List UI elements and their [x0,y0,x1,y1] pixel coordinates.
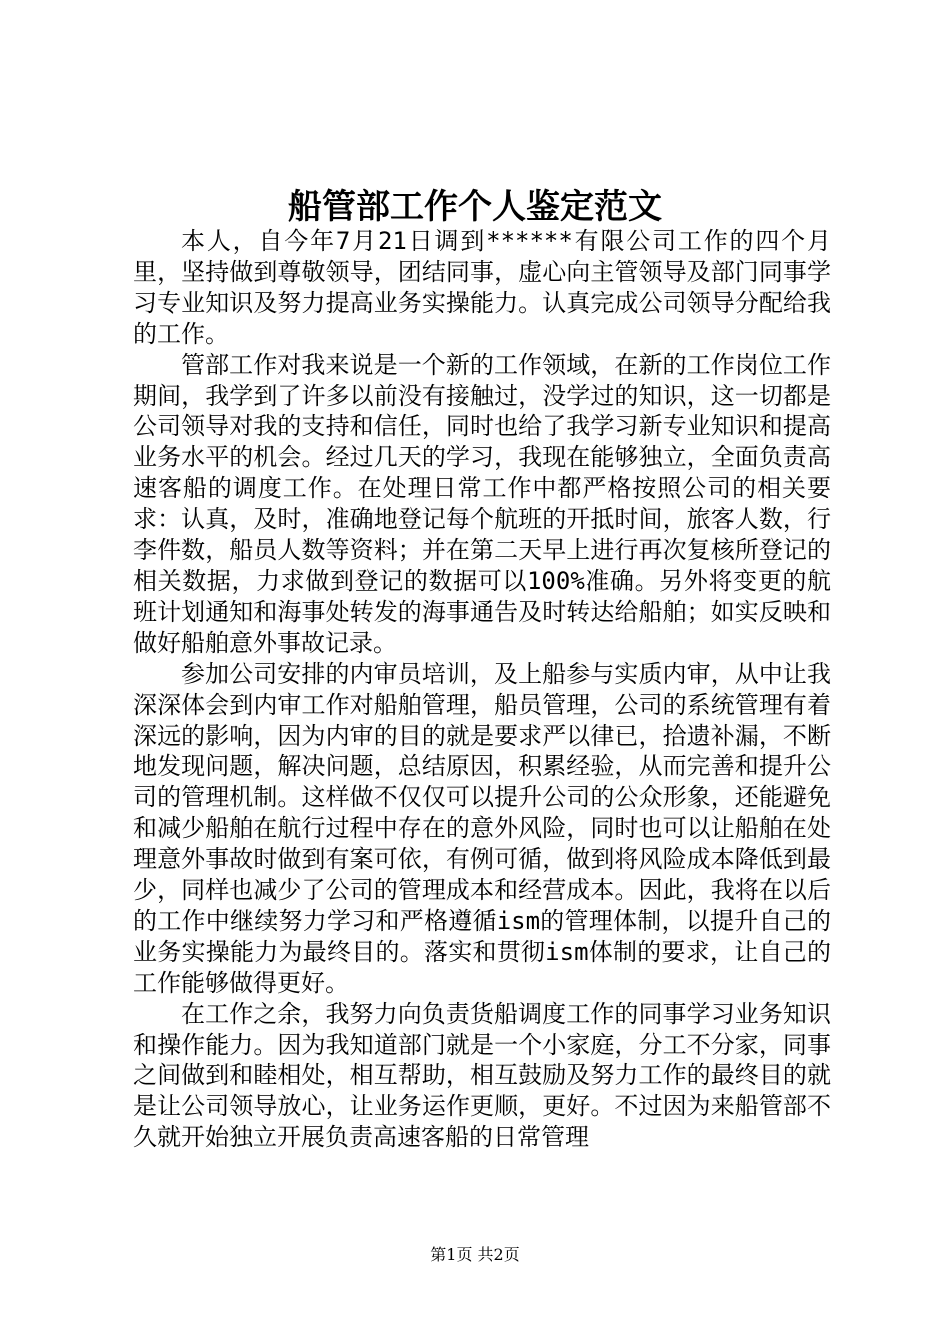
page-footer [0,1244,950,1266]
document-body [133,226,831,1153]
paragraph-1: 本人，自今年7月21日调到******有限公司工作的四个月里，坚持做到尊敬领导，团结同事，虚心向主管领导及部门同事学习专业知识及努力提高业务实操能力。认真完成公司领导分配给我的工作。 [133,227,831,348]
page-number: 第1页 共2页 [430,1245,520,1264]
document-title: 船管部工作个人鉴定范文 [288,187,662,227]
paragraph-4: 在工作之余，我努力向负责货船调度工作的同事学习业务知识和操作能力。因为我知道部门就是一个小家庭，分工不分家，同事之间做到和睦相处，相互帮助，相互鼓励及努力工作的最终目的就是让公司领导放心，让业务运作更顺，更好。不过因为来船管部不久就开始独立开展负责高速客船的日常管理 [133,999,831,1152]
paragraph-2: 管部工作对我来说是一个新的工作领域，在新的工作岗位工作期间，我学到了许多以前没有接触过，没学过的知识，这一切都是公司领导对我的支持和信任，同时也给了我学习新专业知识和提高业务水平的机会。经过几天的学习，我现在能够独立，全面负责高速客船的调度工作。在处理日常工作中都严格按照公司的相关要求：认真，及时，准确地登记每个航班的开抵时间，旅客人数，行李件数，船员人数等资料；并在第二天早上进行再次复核所登记的相关数据，力求做到登记的数据可以100%准确。另外将变更的航班计划通知和海事处转发的海事通告及时转达给船舶；如实反映和做好船舶意外事故记录。 [133,350,831,657]
paragraph-3: 参加公司安排的内审员培训，及上船参与实质内审，从中让我深深体会到内审工作对船舶管理，船员管理，公司的系统管理有着深远的影响，因为内审的目的就是要求严以律已，拾遗补漏，不断地发现问题，解决问题，总结原因，积累经验，从而完善和提升公司的管理机制。这样做不仅仅可以提升公司的公众形象，还能避免和减少船舶在航行过程中存在的意外风险，同时也可以让船舶在处理意外事故时做到有案可依，有例可循，做到将风险成本降低到最少，同样也减少了公司的管理成本和经营成本。因此，我将在以后的工作中继续努力学习和严格遵循ism的管理体制，以提升自己的业务实操能力为最终目的。落实和贯彻ism体制的要求，让自己的工作能够做得更好。 [133,659,831,997]
